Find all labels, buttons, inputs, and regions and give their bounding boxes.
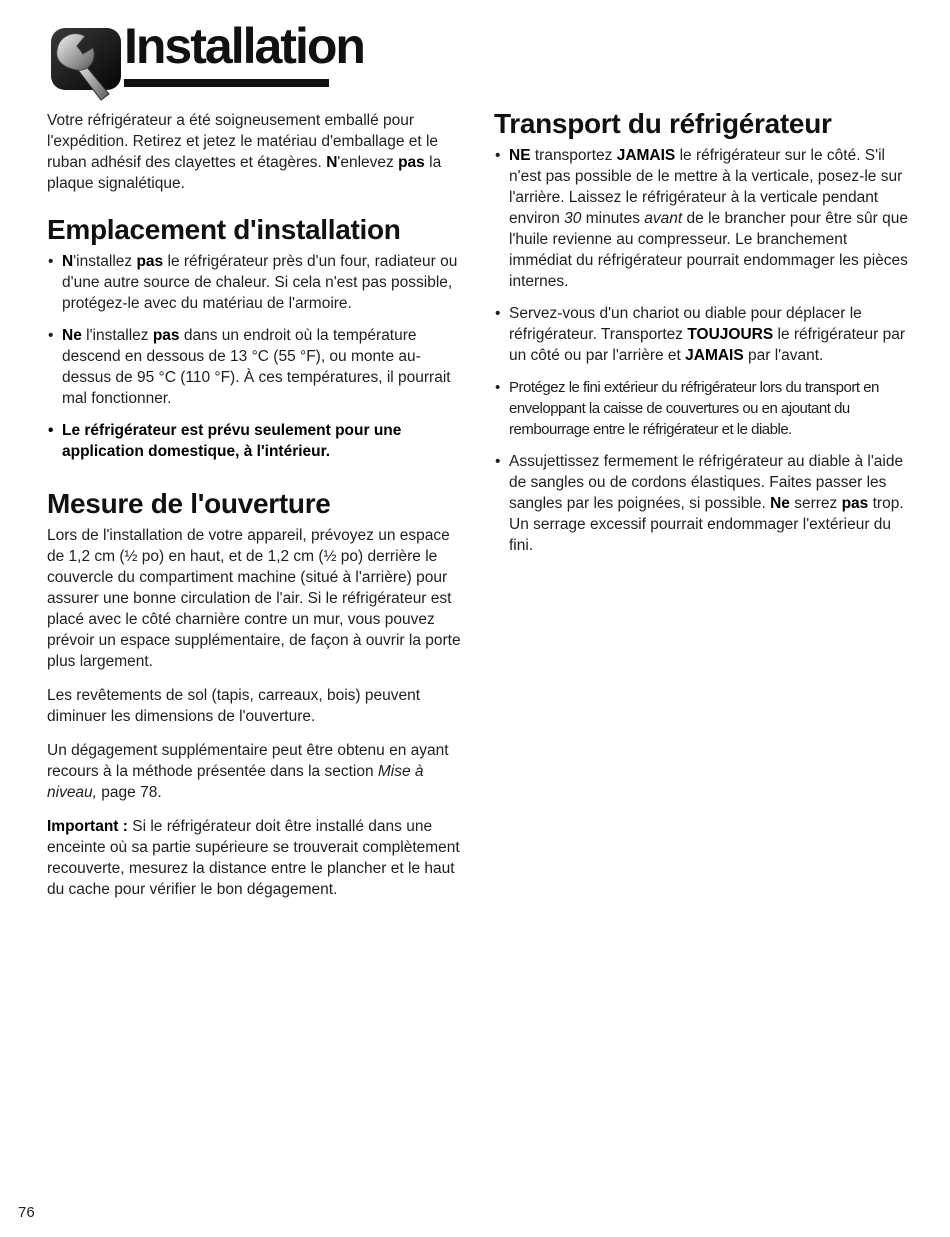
- mesure-paragraph-2: Les revêtements de sol (tapis, carreaux, bois) peuvent diminuer les dimensions de l'ouverture.: [47, 687, 421, 725]
- mesure-paragraph-1: Lors de l'installation de votre appareil, prévoyez un espace de 1,2 cm (½ po) en haut, et de 1,2 cm (½ po) derrière le couvercle du compartiment machine (situé à l'arrière) pour assurer une bonne circulation de l'air. Si le réfrigérateur est placé avec le côté charnière contre un mur, vous pouvez prévoir un espace supplémentaire, de façon à ouvrir la porte plus largement.: [47, 527, 461, 670]
- emplacement-heading: Emplacement d'installation: [47, 214, 401, 245]
- title-underline: [124, 79, 329, 87]
- important-paragraph: Important : Si le réfrigérateur doit être installé dans une enceinte où sa partie supérieure se trouverait complètement recouverte, mesurez la distance entre le plancher et le haut du cache pour vérifier le bon dégagement.: [47, 818, 460, 898]
- mesure-paragraph-3: Un dégagement supplémentaire peut être obtenu en ayant recours à la méthode présentée dans la section Mise à niveau, page 78.: [47, 742, 449, 801]
- left-column: [47, 110, 467, 913]
- right-column: [494, 108, 914, 570]
- list-item: • Protégez le fini extérieur du réfrigérateur lors du transport en enveloppant la caisse de couvertures ou en ajoutant du rembourrage entre le réfrigérateur et le diable.: [494, 377, 914, 440]
- list-item: • NE transportez JAMAIS le réfrigérateur sur le côté. S'il n'est pas possible de le mettre à la verticale, posez-le sur l'arrière. Laissez le réfrigérateur à la verticale pendant environ 30 minutes avant de le brancher pour être sûr que l'huile revienne au compresseur. Le branchement immédiat du réfrigérateur pourrait endommager les pièces internes.: [494, 145, 914, 292]
- intro-paragraph: Votre réfrigérateur a été soigneusement emballé pour l'expédition. Retirez et jetez le matériau d'emballage et le ruban adhésif des clayettes et étagères. N'enlevez pas la plaque signalétique.: [47, 112, 442, 192]
- transport-heading: Transport du réfrigérateur: [494, 108, 832, 139]
- list-item: • Assujettissez fermement le réfrigérateur au diable à l'aide de sangles ou de cordons élastiques. Faites passer les sangles par les poignées, si possible. Ne serrez pas trop. Un serrage excessif pourrait endommager l'extérieur du fini.: [494, 451, 914, 556]
- list-item: • Le réfrigérateur est prévu seulement pour une application domestique, à l'intérieur.: [47, 420, 467, 462]
- wrench-icon: [47, 20, 129, 102]
- mesure-heading: Mesure de l'ouverture: [47, 488, 331, 519]
- list-item: • Ne l'installez pas dans un endroit où la température descend en dessous de 13 °C (55 °F), ou monte au-dessus de 95 °C (110 °F). À ces températures, il pourrait mal fonctionner.: [47, 325, 467, 409]
- page-title: Installation: [124, 18, 364, 74]
- list-item: • N'installez pas le réfrigérateur près d'un four, radiateur ou d'une autre source de chaleur. Si cela n'est pas possible, protégez-le avec du matériau de l'armoire.: [47, 251, 467, 314]
- transport-list: [494, 145, 914, 556]
- page-number: 76: [18, 1204, 35, 1221]
- emplacement-list: [47, 251, 467, 462]
- list-item: • Servez-vous d'un chariot ou diable pour déplacer le réfrigérateur. Transportez TOUJOURS le réfrigérateur par un côté ou par l'arrière et JAMAIS par l'avant.: [494, 303, 914, 366]
